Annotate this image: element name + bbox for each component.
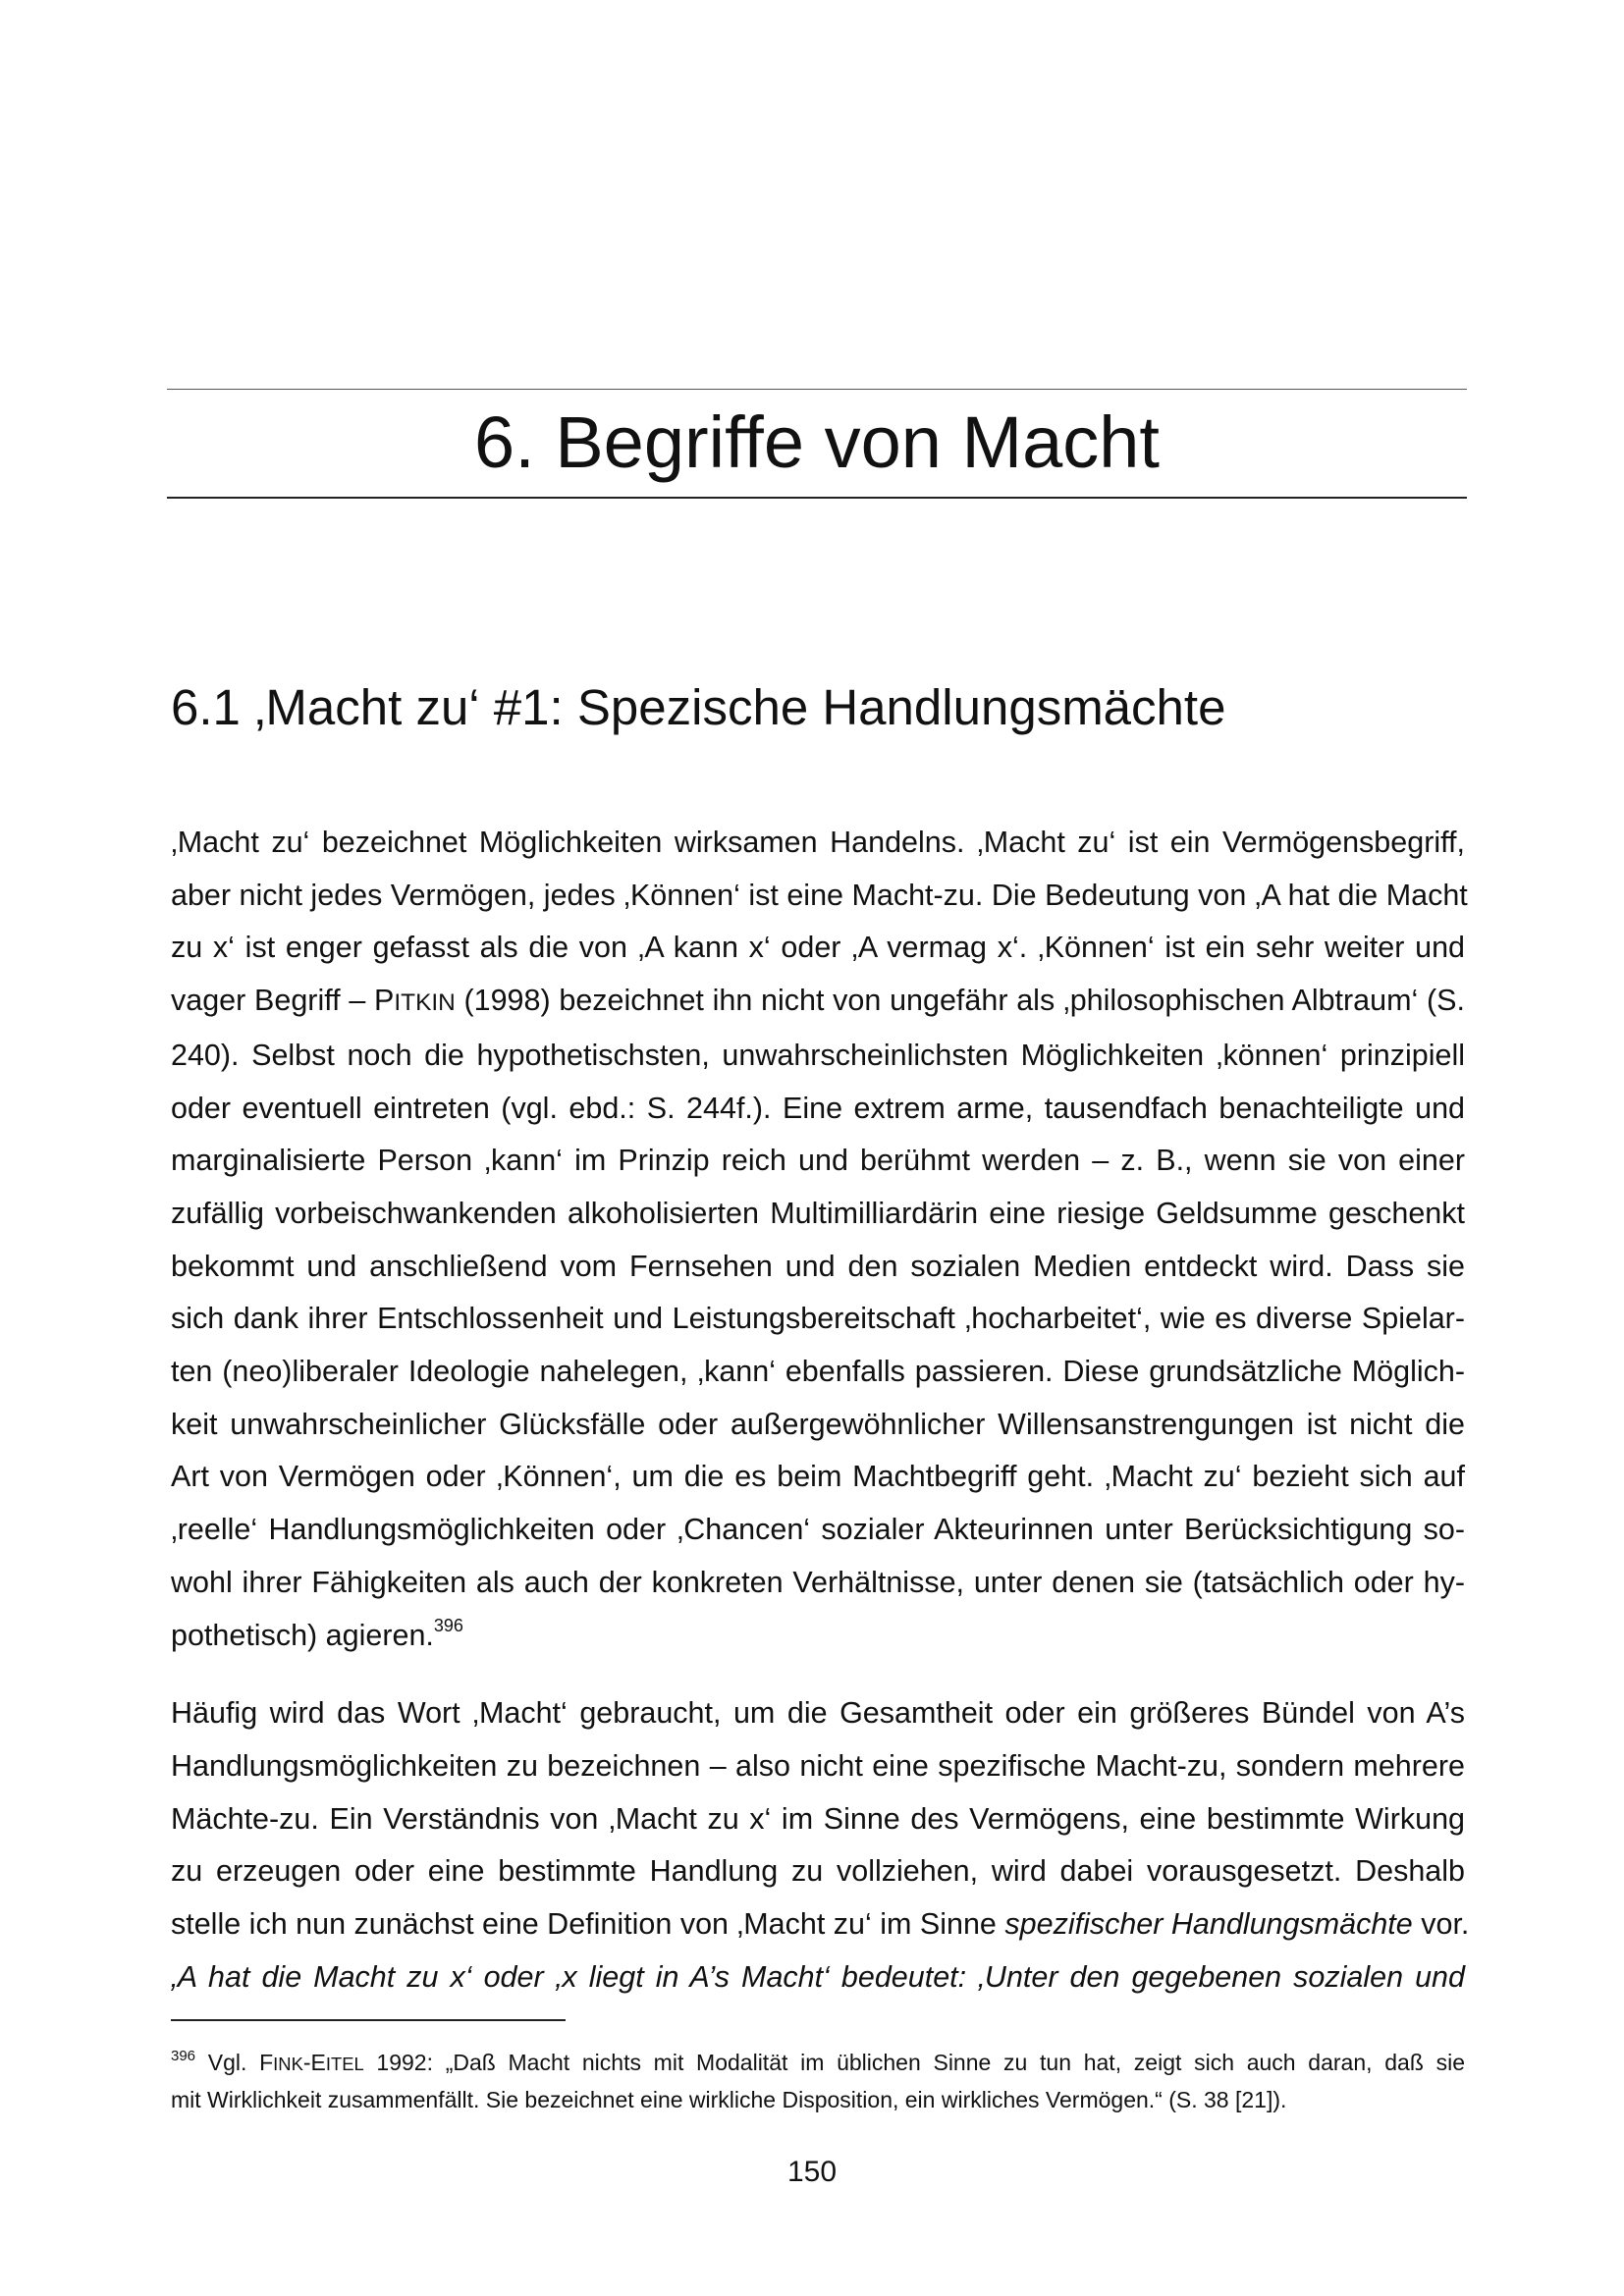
text-line: bekommt und anschließend vom Fernsehen und den sozialen Medien entdeckt wird. Dass sie [171,1249,1465,1283]
author-initial: F [259,2050,274,2075]
text-line: Handlungsmöglichkeiten zu bezeichnen – also nicht eine spezifische Macht-zu, sondern mehrere [171,1748,1465,1783]
footnote-text: 1992: „Daß Macht nichts mit Modalität im üblichen Sinne zu tun hat, zeigt sich auch daran, daß sie [376,2050,1465,2075]
body-text [171,817,1470,2003]
text-line: wohl ihrer Fähigkeiten als auch der konkreten Verhältnisse, unter denen sie (tatsächlich oder hy- [171,1565,1465,1599]
text-line [171,1610,1465,1663]
text-line: aber nicht jedes Vermögen, jedes ‚Können‘ ist eine Macht-zu. Die Bedeutung von ‚A hat die Macht [171,878,1468,912]
footnote-lead: Vgl. [207,2050,247,2075]
text-line: marginalisierte Person ‚kann‘ im Prinzip reich und berühmt werden – z. B., wenn sie von einer [171,1144,1465,1178]
text-line [171,975,1465,1030]
author-dash: - [302,2050,311,2075]
author-smallcaps: INK [273,2054,303,2074]
text-line: ten (neo)liberaler Ideologie nahelegen, ‚kann‘ ebenfalls passieren. Diese grundsätzliche Möglich- [171,1355,1465,1389]
footnote [171,2045,1465,2117]
author-name [374,984,456,1017]
definition-emphasis: ‚A hat die Macht zu x‘ oder ‚x liegt in A’s Macht‘ bedeutet: ‚Unter den gegebenen sozialen und [171,1959,1465,1994]
text-fragment: vager Begriff – [171,984,366,1018]
page-number: 150 [786,2156,838,2188]
text-line: 240). Selbst noch die hypothetischsten, unwahrscheinlichsten Möglichkeiten ‚können‘ prinzipiell [171,1038,1465,1072]
paragraph-1 [171,817,1468,1662]
text-fragment: pothetisch) agieren. [171,1618,434,1652]
chapter-bottom-rule [167,497,1467,499]
text-line: zu x‘ ist enger gefasst als die von ‚A kann x‘ oder ‚A vermag x‘. ‚Können‘ ist ein sehr weiter und [171,931,1465,965]
text-fragment: vor. [1421,1907,1470,1942]
author-smallcaps: ITKIN [394,989,456,1017]
chapter-title: 6. Begriffe von Macht [474,401,1160,483]
author-initial: P [374,984,395,1018]
text-line [171,1898,1470,1951]
text-line: zu erzeugen oder eine bestimmte Handlung zu vollziehen, wird dabei vorausgesetzt. Deshalb [171,1854,1465,1889]
footnote-line: mit Wirklichkeit zusammenfällt. Sie bezeichnet eine wirkliche Disposition, ein wirkliches Vermögen.“ (S. 38 [21]). [171,2087,1287,2112]
text-line: zufällig vorbeischwankenden alkoholisierten Multimilliardärin eine riesige Geldsumme geschenkt [171,1196,1465,1230]
text-line: sich dank ihrer Entschlossenheit und Leistungsbereitschaft ‚hocharbeitet‘, wie es diverse Spielar- [171,1302,1465,1336]
text-line [171,1951,1465,2004]
footnote-reference[interactable]: 396 [433,1615,463,1635]
author-smallcaps: ITEL [325,2054,364,2074]
footnote-line [171,2045,1465,2082]
text-line: ‚Macht zu‘ bezeichnet Möglichkeiten wirksamen Handelns. ‚Macht zu‘ ist ein Vermögensbegriff, [171,826,1465,859]
emphasis: spezifischer Handlungsmächte [1004,1907,1413,1942]
section-title: 6.1 ‚Macht zu‘ #1: Spezische Handlungsmächte [171,679,1226,735]
footnote-author [259,2050,364,2075]
text-line: Art von Vermögen oder ‚Können‘, um die es beim Machtbegriff geht. ‚Macht zu‘ bezieht sich auf [171,1460,1465,1494]
text-line: oder eventuell eintreten (vgl. ebd.: S. 244f.). Eine extrem arme, tausendfach benachteiligte und [171,1091,1465,1125]
footnote-separator [171,2019,566,2021]
text-line: Häufig wird das Wort ‚Macht‘ gebraucht, um die Gesamtheit oder ein größeres Bündel von A’s [171,1696,1465,1731]
footnote-number: 396 [171,2048,196,2064]
text-fragment: stelle ich nun zunächst eine Definition von ‚Macht zu‘ im Sinne [171,1907,997,1942]
text-line: keit unwahrscheinlicher Glücksfälle oder außergewöhnlicher Willensanstrengungen ist nicht die [171,1407,1465,1441]
author-initial: E [310,2050,326,2075]
paragraph-2 [171,1687,1470,2003]
text-line: ‚reelle‘ Handlungsmöglichkeiten oder ‚Chancen‘ sozialer Akteurinnen unter Berücksichtigung so- [171,1513,1465,1547]
text-fragment: (1998) bezeichnet ihn nicht von ungefähr als ‚philosophischen Albtraum‘ (S. [463,984,1465,1018]
text-line: Mächte-zu. Ein Verständnis von ‚Macht zu x‘ im Sinne des Vermögens, eine bestimmte Wirkung [171,1801,1465,1836]
